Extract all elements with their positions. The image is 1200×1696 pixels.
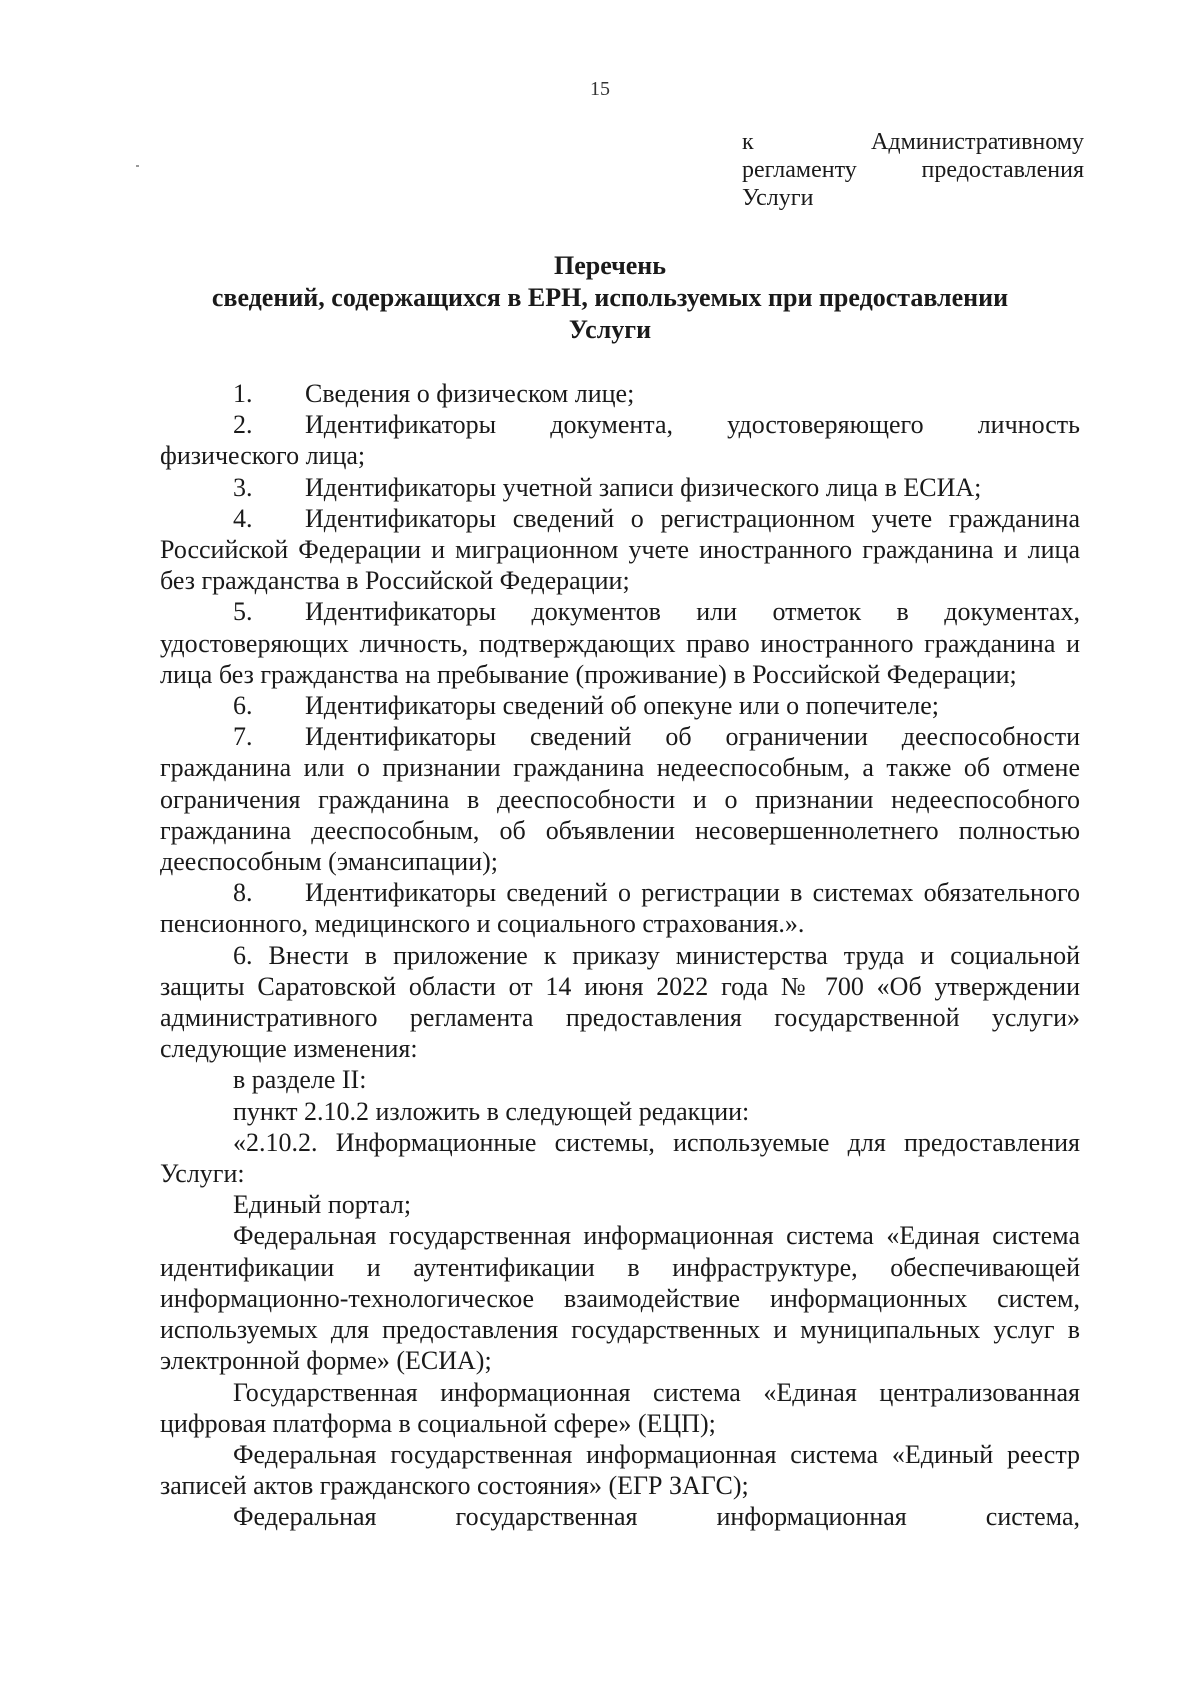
list-item-number: 5. (233, 597, 253, 627)
scan-artifact (136, 165, 139, 167)
list-item-text: Идентификаторы документов или отметок в документах, удостоверяющих личность, подтверждающих право иностранного гражданина и лица без гражданства на пребывание (проживание) в Российской Федерации; (160, 597, 1080, 689)
list-item-text: Сведения о физическом лице; (305, 379, 635, 408)
title-line-3: Услуги (568, 315, 652, 344)
list-item-2 (160, 409, 1080, 471)
paragraph-2-10-2: «2.10.2. Информационные системы, используемые для предоставления Услуги: (160, 1127, 1080, 1189)
attachment-note-line-1: к Административному (742, 129, 1084, 155)
list-item-6 (160, 690, 1080, 721)
list-item-number: 4. (233, 503, 253, 533)
list-item-7 (160, 721, 1080, 877)
list-item-number: 2. (233, 410, 253, 440)
attachment-note-line-2: регламенту предоставления (742, 157, 1084, 183)
page-number: 15 (590, 78, 610, 100)
list-item-1 (160, 378, 1080, 409)
title-line-2: сведений, содержащихся в ЕРН, используемых при предоставлении (211, 283, 1009, 312)
list-item-text: Идентификаторы сведений о регистрации в системах обязательного пенсионного, медицинского и социального страхования.». (160, 878, 1080, 939)
paragraph-point: пункт 2.10.2 изложить в следующей редакции: (233, 1096, 750, 1126)
paragraph-portal: Единый портал; (233, 1190, 412, 1220)
list-item-number: 3. (233, 472, 253, 502)
list-item-text: Идентификаторы сведений о регистрационном учете гражданина Российской Федерации и миграционном учете иностранного гражданина и лица без гражданства в Российской Федерации; (160, 503, 1080, 596)
paragraph-section: в разделе II: (233, 1065, 367, 1095)
list-item-text: Идентификаторы документа, удостоверяющего личность физического лица; (160, 410, 1080, 471)
paragraph-ecp: Государственная информационная система «Единая централизованная цифровая платформа в социальной сфере» (ЕЦП); (160, 1377, 1080, 1438)
list-item-text: Идентификаторы сведений об ограничении дееспособности гражданина или о признании гражданина недееспособным, а также об отмене ограничения гражданина в дееспособности и о признании недееспособного гражданина дееспособным, об объявлении несовершеннолетнего полностью дееспособным (эмансипации); (160, 722, 1080, 877)
paragraph-last: Федеральная государственная информационная система, (233, 1502, 1080, 1532)
paragraph-esia: Федеральная государственная информационная система «Единая система идентификации и аутентификации в инфраструктуре, обеспечивающей информационно-технологическое взаимодействие информационных систем, используемых для предоставления государственных и муниципальных услуг в электронной форме» (ЕСИА); (160, 1221, 1080, 1376)
list-item-text: Идентификаторы учетной записи физического лица в ЕСИА; (305, 472, 982, 502)
list-item-number: 6. (233, 691, 253, 721)
title-line-1: Перечень (553, 251, 667, 280)
attachment-note-line-3: Услуги (742, 185, 814, 211)
attachment-note (742, 128, 1084, 212)
list-item-4 (160, 503, 1080, 597)
list-item-number: 1. (233, 379, 253, 408)
list-item-number: 7. (233, 722, 253, 752)
list-item-8 (160, 877, 1080, 939)
document-body (160, 378, 1080, 1533)
list-item-3 (160, 472, 1080, 503)
paragraph-egr-zags: Федеральная государственная информационная система «Единый реестр записей актов гражданского состояния» (ЕГР ЗАГС); (160, 1439, 1080, 1501)
list-item-text: Идентификаторы сведений об опекуне или о попечителе; (305, 691, 940, 721)
document-title (140, 250, 1080, 346)
list-item-5 (160, 596, 1080, 690)
paragraph-amendment: 6. Внести в приложение к приказу министерства труда и социальной защиты Саратовской области от 14 июня 2022 года № 700 «Об утверждении административного регламента предоставления государственной услуги» следующие изменения: (160, 940, 1080, 1064)
list-item-number: 8. (233, 878, 253, 908)
